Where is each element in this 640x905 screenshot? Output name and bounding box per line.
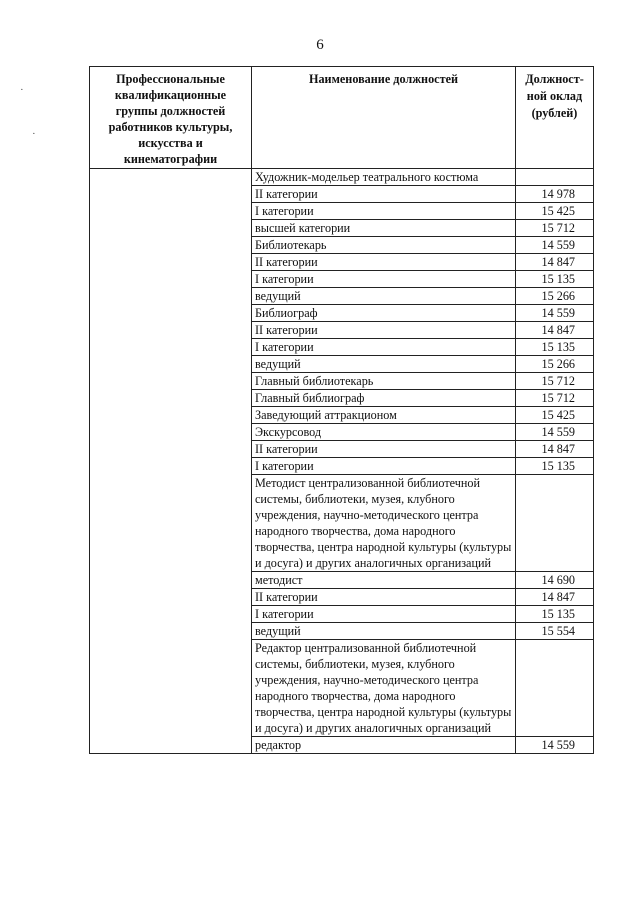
table-row: [90, 169, 594, 186]
position-title-cell: высшей категории: [252, 220, 516, 237]
salary-cell: 15 712: [516, 390, 594, 407]
salary-cell: 14 559: [516, 237, 594, 254]
salary-cell: 15 425: [516, 407, 594, 424]
position-title-cell: Библиограф: [252, 305, 516, 322]
salary-cell: 14 847: [516, 254, 594, 271]
position-title-cell: I категории: [252, 339, 516, 356]
position-title-cell: Заведующий аттракционом: [252, 407, 516, 424]
position-title-cell: II категории: [252, 254, 516, 271]
position-title-cell: Экскурсовод: [252, 424, 516, 441]
salary-cell: 14 978: [516, 186, 594, 203]
position-title-cell: Редактор централизованной библиотечной системы, библиотеки, музея, клубного учреждения, научно-методического центра народного творчества, дома народного творчества, центра народной культуры (культуры и досуга) и других аналогичных организаций: [252, 640, 516, 737]
salary-cell: [516, 169, 594, 186]
margin-mark: ·: [20, 84, 24, 96]
position-title-cell: Главный библиотекарь: [252, 373, 516, 390]
position-title-cell: I категории: [252, 271, 516, 288]
position-title-cell: Методист централизованной библиотечной системы, библиотеки, музея, клубного учреждения, научно-методического центра народного творчества, дома народного творчества, центра народной культуры (культуры и досуга) и других аналогичных организаций: [252, 475, 516, 572]
salary-cell: 14 559: [516, 305, 594, 322]
salary-table: [89, 66, 594, 754]
position-title-cell: I категории: [252, 606, 516, 623]
salary-cell: 14 690: [516, 572, 594, 589]
salary-cell: 14 847: [516, 322, 594, 339]
salary-cell: 15 135: [516, 606, 594, 623]
position-title-cell: II категории: [252, 322, 516, 339]
header-position-name: Наименование должностей: [252, 67, 516, 169]
position-title-cell: редактор: [252, 737, 516, 754]
position-title-cell: I категории: [252, 458, 516, 475]
position-title-cell: методист: [252, 572, 516, 589]
position-title-cell: Художник-модельер театрального костюма: [252, 169, 516, 186]
salary-cell: 15 712: [516, 373, 594, 390]
salary-cell: 15 266: [516, 288, 594, 305]
salary-cell: 14 847: [516, 589, 594, 606]
position-title-cell: ведущий: [252, 356, 516, 373]
table-header-row: [90, 67, 594, 169]
margin-mark: ·: [32, 128, 36, 140]
header-qualification-groups: Профессиональные квалификационные группы должностей работников культуры, искусства и кинематографии: [90, 67, 252, 169]
position-title-cell: Главный библиограф: [252, 390, 516, 407]
salary-cell: 15 554: [516, 623, 594, 640]
position-title-cell: II категории: [252, 441, 516, 458]
page-number: 6: [316, 37, 324, 53]
position-title-cell: Библиотекарь: [252, 237, 516, 254]
position-title-cell: II категории: [252, 186, 516, 203]
salary-cell: 15 135: [516, 339, 594, 356]
salary-cell: 15 135: [516, 271, 594, 288]
position-title-cell: I категории: [252, 203, 516, 220]
salary-cell: [516, 475, 594, 572]
position-title-cell: ведущий: [252, 623, 516, 640]
position-title-cell: ведущий: [252, 288, 516, 305]
salary-cell: 14 559: [516, 737, 594, 754]
position-title-cell: II категории: [252, 589, 516, 606]
salary-cell: 15 135: [516, 458, 594, 475]
group-cell: [90, 169, 252, 754]
salary-cell: 15 712: [516, 220, 594, 237]
salary-cell: 15 425: [516, 203, 594, 220]
salary-cell: [516, 640, 594, 737]
salary-cell: 14 559: [516, 424, 594, 441]
salary-cell: 15 266: [516, 356, 594, 373]
table-body: [90, 169, 594, 754]
salary-cell: 14 847: [516, 441, 594, 458]
header-salary: Должност-ной оклад (рублей): [516, 67, 594, 169]
